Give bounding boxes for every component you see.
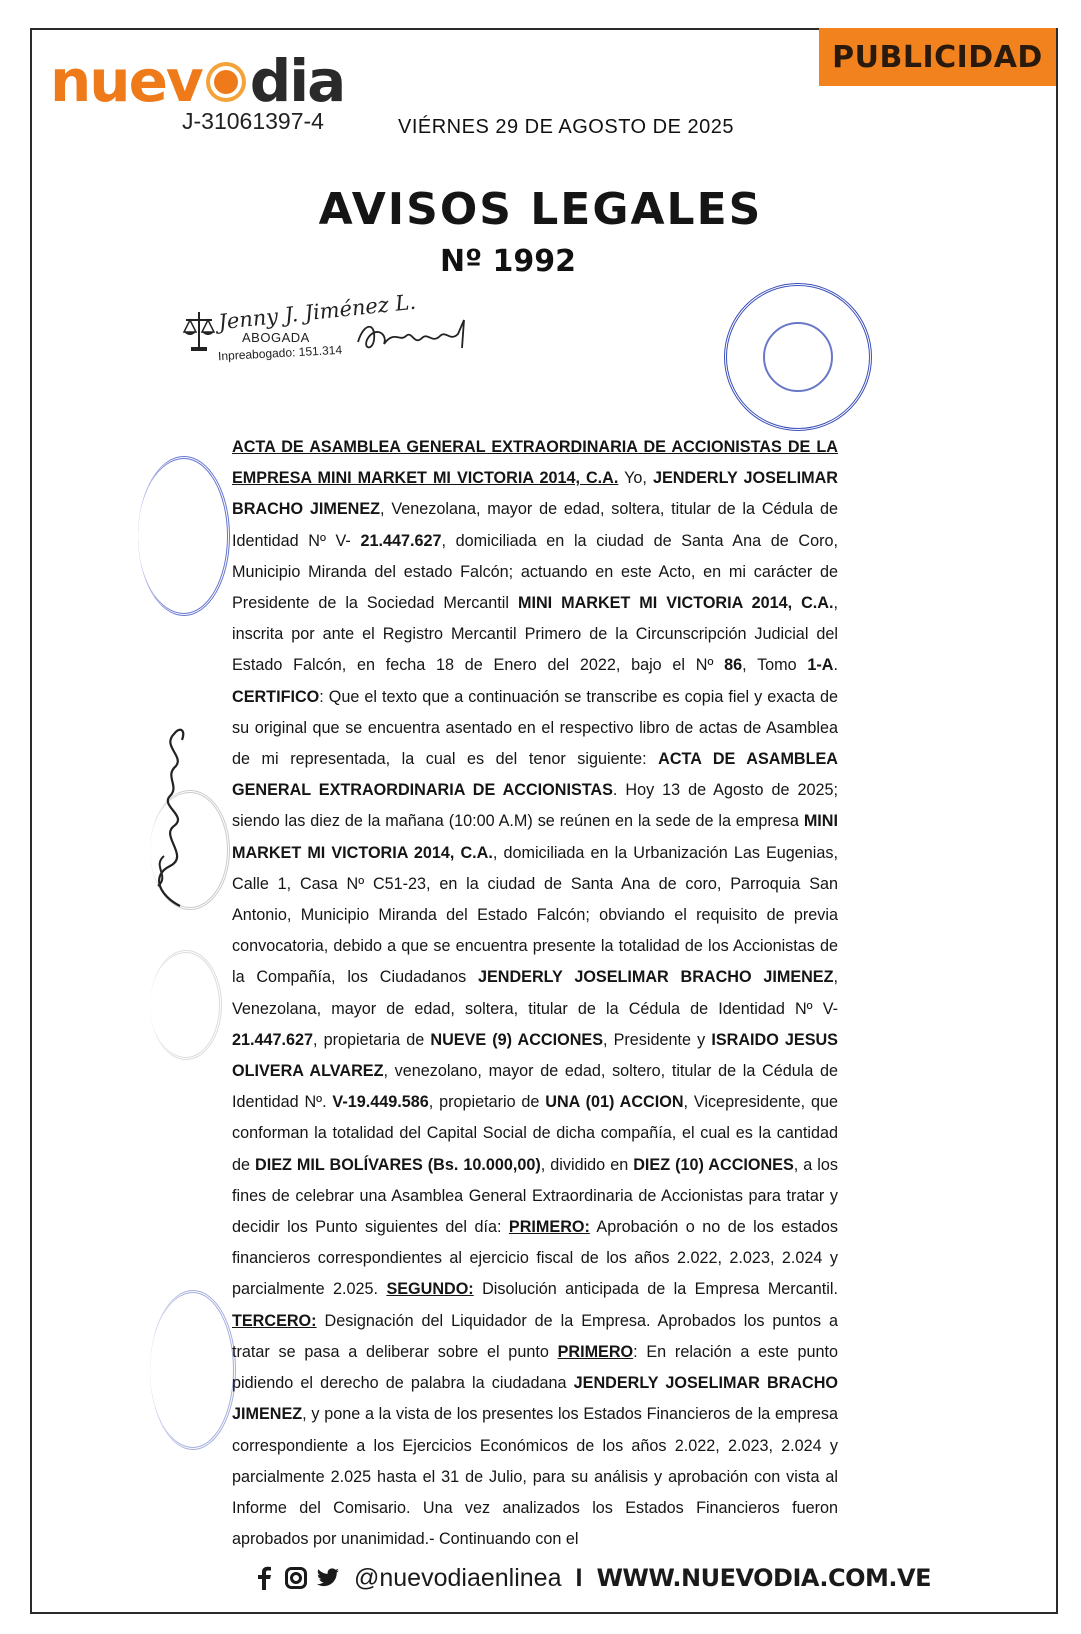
facebook-icon[interactable]	[252, 1566, 276, 1590]
scales-of-justice-icon	[182, 308, 216, 352]
rif-number: J-31061397-4	[182, 108, 324, 134]
publication-date: VIÉRNES 29 DE AGOSTO DE 2025	[398, 116, 734, 138]
footer-separator: I	[575, 1563, 583, 1592]
handwritten-signature-icon	[354, 312, 474, 362]
lawyer-inpre: Inpreabogado: 151.314	[217, 342, 343, 364]
margin-seal-icon	[150, 950, 222, 1060]
publicidad-banner: PUBLICIDAD	[819, 28, 1056, 86]
margin-seal-icon	[150, 1290, 236, 1450]
newspaper-logo: nuev dia	[50, 47, 345, 115]
website-link[interactable]: WWW.NUEVODIA.COM.VE	[596, 1564, 932, 1592]
notice-number: Nº 1992	[440, 244, 576, 279]
margin-seal-icon	[138, 456, 230, 616]
page-title: AVISOS LEGALES	[318, 184, 763, 235]
lawyer-name: Jenny J. Jiménez L.	[217, 289, 418, 335]
sun-icon	[203, 59, 249, 105]
footer-social-bar	[252, 1562, 931, 1594]
twitter-icon[interactable]	[316, 1566, 340, 1590]
social-handle[interactable]: @nuevodiaenlinea	[354, 1563, 562, 1592]
seal-emblem-icon	[763, 322, 833, 392]
official-seal-icon	[724, 283, 872, 431]
margin-signature-icon	[140, 716, 200, 916]
instagram-icon[interactable]	[284, 1566, 308, 1590]
lawyer-role: ABOGADA	[242, 330, 310, 345]
legal-notice-body: ACTA DE ASAMBLEA GENERAL EXTRAORDINARIA DE ACCIONISTAS DE LA EMPRESA MINI MARKET MI VICTORIA 2014, C.A. Yo, JENDERLY JOSELIMAR BRACHO JIMENEZ, Venezolana, mayor de edad, soltera, titular de la Cédula de Identidad Nº V- 21.447.627, domiciliada en la ciudad de Santa Ana de Coro, Municipio Miranda del estado Falcón; actuando en este Acto, en mi carácter de Presidente de la Sociedad Mercantil MINI MARKET MI VICTORIA 2014, C.A., inscrita por ante el Registro Mercantil Primero de la Circunscripción Judicial del Estado Falcón, en fecha 18 de Enero del 2022, bajo el Nº 86, Tomo 1-A. CERTIFICO: Que el texto que a continuación se transcribe es copia fiel y exacta de su original que se encuentra asentado en el respectivo libro de actas de Asamblea de mi representada, la cual es del tenor siguiente: ACTA DE ASAMBLEA GENERAL EXTRAORDINARIA DE ACCIONISTAS. Hoy 13 de Agosto de 2025; siendo las diez de la mañana (10:00 A.M) se reúnen en la sede de la empresa MINI MARKET MI VICTORIA 2014, C.A., domiciliada en la Urbanización Las Eugenias, Calle 1, Casa Nº C51-23, en la ciudad de Santa Ana de coro, Parroquia San Antonio, Municipio Miranda del Estado Falcón; obviando el requisito de previa convocatoria, debido a que se encuentra presente la totalidad de los Accionistas de la Compañía, los Ciudadanos JENDERLY JOSELIMAR BRACHO JIMENEZ, Venezolana, mayor de edad, soltera, titular de la Cédula de Identidad Nº V- 21.447.627, propietaria de NUEVE (9) ACCIONES, Presidente y ISRAIDO JESUS OLIVERA ALVAREZ, venezolano, mayor de edad, soltero, titular de la Cédula de Identidad Nº. V-19.449.586, propietario de UNA (01) ACCION, Vicepresidente, que conforman la totalidad del Capital Social de dicha compañía, el cual es la cantidad de DIEZ MIL BOLÍVARES (Bs. 10.000,00), dividido en DIEZ (10) ACCIONES, a los fines de celebrar una Asamblea General Extraordinaria de Accionistas para tratar y decidir los Punto siguientes del día: PRIMERO: Aprobación o no de los estados financieros correspondientes al ejercicio fiscal de los años 2.022, 2.023, 2.024 y parcialmente 2.025. SEGUNDO: Disolución anticipada de la Empresa Mercantil. TERCERO: Designación del Liquidador de la Empresa. Aprobados los puntos a tratar se pasa a deliberar sobre el punto PRIMERO: En relación a este punto pidiendo el derecho de palabra la ciudadana JENDERLY JOSELIMAR BRACHO JIMENEZ, y pone a la vista de los presentes los Estados Financieros de la empresa correspondiente a los Ejercicios Económicos de los años 2.022, 2.023, 2.024 y parcialmente 2.025 hasta el 31 de Julio, para su análisis y aprobación con vista al Informe del Comisario. Una vez analizados los Estados Financieros fueron aprobados por unanimidad.- Continuando con el	[232, 438, 839, 1549]
